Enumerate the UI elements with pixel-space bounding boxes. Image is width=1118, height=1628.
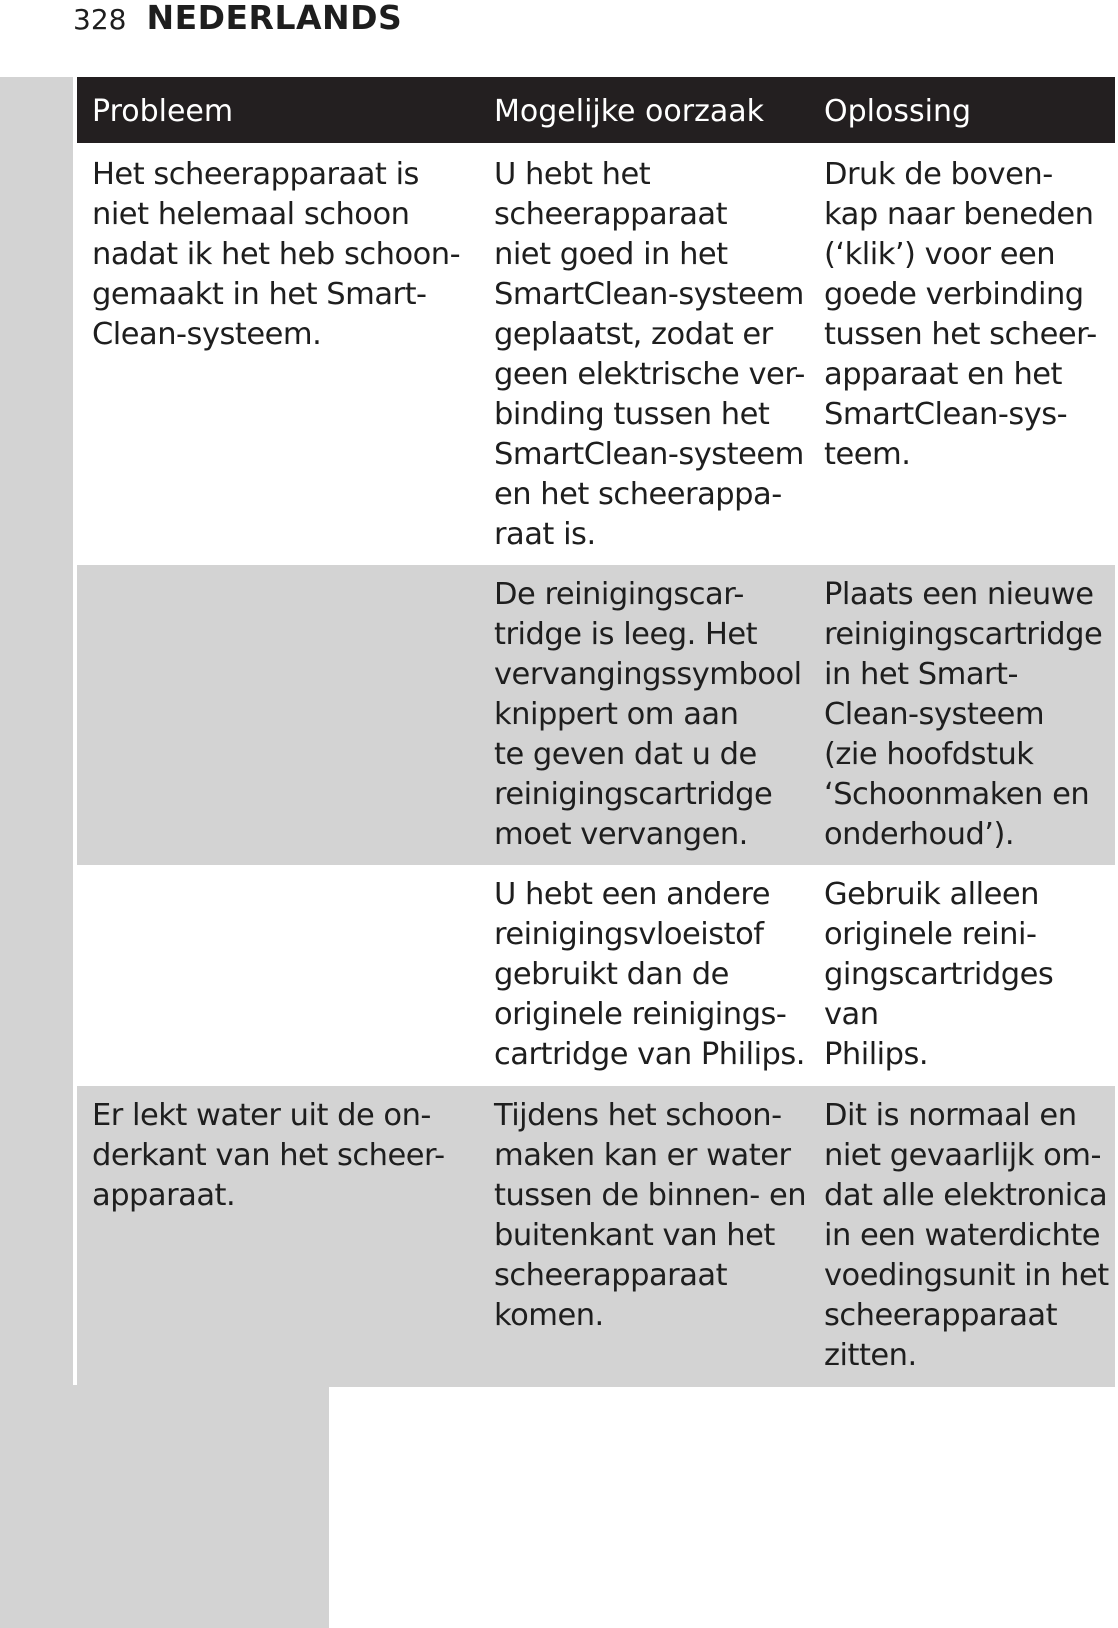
solution-cell: Gebruik alleen originele reini- gingscartridges van Philips. [824, 877, 1054, 1072]
column-header-cause: Mogelijke oorzaak [494, 94, 764, 129]
cause-cell: De reinigingscar- tridge is leeg. Het vervangingssymbool knippert om aan te geven dat u de reinigingscartridge moet vervangen. [494, 577, 802, 852]
problem-cell: Er lekt water uit de on- derkant van het scheer- apparaat. [92, 1098, 445, 1213]
table-header-row [77, 77, 1115, 145]
problem-cell: Het scheerapparaat is niet helemaal schoon nadat ik het heb schoon- gemaakt in het Smart- Clean-systeem. [92, 157, 461, 352]
cause-cell: Tijdens het schoon- maken kan er water tussen de binnen- en buitenkant van het scheerapparaat komen. [494, 1098, 807, 1333]
page-number: 328 [73, 3, 127, 36]
page-header [73, 0, 402, 40]
troubleshooting-table [77, 77, 1115, 1387]
cause-cell: U hebt het scheerapparaat niet goed in het SmartClean-systeem geplaatst, zodat er geen elektrische ver- binding tussen het SmartClean-systeem en het scheerappa- raat is. [494, 157, 805, 552]
column-header-problem: Probleem [92, 94, 234, 129]
table-row [77, 145, 1115, 565]
column-header-solution: Oplossing [824, 94, 971, 129]
solution-cell: Dit is normaal en niet gevaarlijk om- dat alle elektronica in een waterdichte voedingsunit in het scheerapparaat zitten. [824, 1098, 1109, 1373]
problem-cell [92, 865, 494, 1086]
solution-cell: Plaats een nieuwe reinigingscartridge in het Smart- Clean-systeem (zie hoofdstuk ‘Schoonmaken en onderhoud’). [824, 577, 1103, 852]
table-row [77, 865, 1115, 1086]
table-row [77, 1086, 1115, 1387]
solution-cell: Druk de boven- kap naar beneden (‘klik’) voor een goede verbinding tussen het scheer- apparaat en het SmartClean-sys- teem. [824, 157, 1097, 472]
section-title: NEDERLANDS [146, 0, 403, 37]
table-row [77, 565, 1115, 865]
bottom-gray-block [0, 1385, 329, 1628]
problem-cell [92, 565, 494, 865]
cause-cell: U hebt een andere reinigingsvloeistof gebruikt dan de originele reinigings- cartridge van Philips. [494, 877, 806, 1072]
